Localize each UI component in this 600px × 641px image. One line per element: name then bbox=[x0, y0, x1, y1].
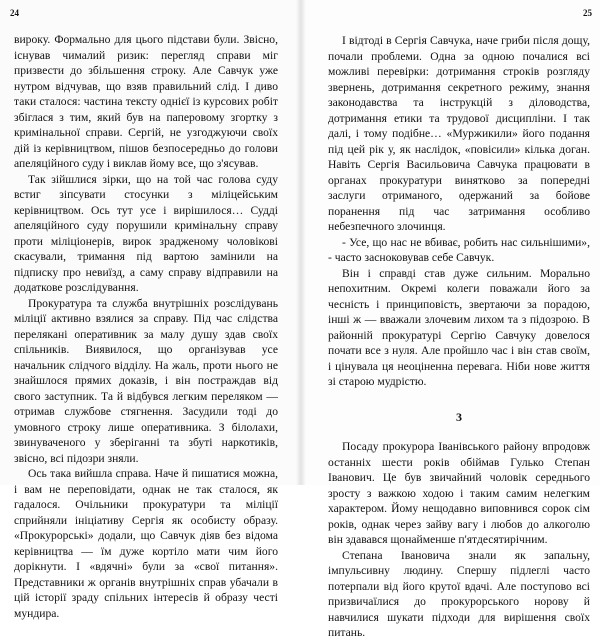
left-page bbox=[0, 0, 300, 620]
paragraph: Ось така вийшла справа. Наче й пишатися можна, і вам не переповідати, однак не так сталося, як гадалося. Очільники прокуратури та міліції сприйняли ініціативу Сергія як особисту образу. «Прокурорські» додали, що Савчук діяв без відома керівництва — їм дуже кортіло мати чим його дорікнути. І «вдячні» були за «свої питання». Представники ж органів внутрішніх справ убачали в цій історії зраду спільних інтересів й образу честі мундира. bbox=[14, 467, 278, 620]
paragraph: Степана Івановича знали як запальну, імпульсивну людину. Спершу підлеглі часто потерпали від його крутої вдачі. Але поступово всі призвичаїлися до прокурорського норову й навчилися шукати підходи для вирішення своїх питань. bbox=[328, 548, 590, 639]
paragraph: Він і справді став дуже сильним. Морально непохитним. Окремі колеги поважали його за чесність і принциповість, звертаючи за порадою, інші ж — вважали злочевим лихом та з підозрою. В районній прокуратурі Сергію Савчуку довелося почати все з нуля. Але пройшло час і він став своїм, і цінувала ця неоціненна перевага. Ніби нове життя зі старою мудрістю. bbox=[328, 266, 590, 388]
right-page bbox=[300, 0, 600, 639]
right-page-text bbox=[328, 33, 590, 641]
paragraph: Посаду прокурора Іванівського району впродовж останніх шести років обіймав Гулько Степан Іванович. Це був звичайний чоловік середнього зросту з важкою ходою і таким самим нелегким характером. Йому нещодавно виповнився сорок сім років, однак через зайву вагу і любов до алкоголю він здавався щонайменше п'ятдесятирічним. bbox=[328, 440, 590, 546]
right-page-number: 25 bbox=[583, 8, 592, 18]
paragraph: - Усе, що нас не вбиває, робить нас сильнішими», - часто засноковував себе Савчук. bbox=[328, 235, 590, 264]
paragraph: вироку. Формально для цього підстави були. Звісно, існував чималий ризик: перегляд справи міг призвести до збільшення строку. Але Савчук уже нутром відчував, що взяв правильний слід. І диво таки сталося: частина тексту однієї із курсових робіт збіглася з тим, який був на паперовому згортку з кримінальної справи. Сергій, не узгоджуючи своїх дій із керівництвом, пішов безпосередньо до голови апеляційного суду і виклав йому все, що з'ясував. bbox=[14, 33, 278, 170]
paragraph: І відтоді в Сергія Савчука, наче гриби після дощу, почали проблеми. Одна за одною почалися всі можливі перевірки: дотримання строків розгляду звернень, дотримання секретного режиму, знання законодавства та інструкцій з діловодства, дотримання етики та трудової дисципліни. І так далі, і тому подібне… «Муржикили» його подання під цей рік у, як наслідок, «повісили» кілька доган. Навіть Сергія Васильовича Савчука працювати в органах прокуратури винятково за попередні заслуги отриманого, одержаний за бойове поранення під час затримання особливо небезпечного злочинця. bbox=[328, 34, 590, 233]
chapter-number: 3 bbox=[456, 409, 462, 424]
left-page-number: 24 bbox=[10, 8, 19, 18]
paragraph: Прокуратура та служба внутрішніх розслідувань міліції активно взялися за справу. Під час слідства перелякані оперативник за малу душу здав своїх спільників. Виявилося, що організував усе начальник слідчого відділу. На жаль, проти нього не знайшлося прямих доказів, і він постраждав від свого заступник. Та й відбувся легким переляком — отримав службове стягнення. Засудили тоді до умовного строку лише оперативника. З білолахи, звинуваченого у зберіганні та збуті наркотиків, звісно, всі підозри зняли. bbox=[14, 296, 278, 465]
left-page-text bbox=[14, 32, 278, 621]
paragraph: Так зійшлися зірки, що на той час голова суду встиг зіпсувати стосунки з міліцейським керівництвом. Ось тут усе і вирішилося… Судді апеляційного суду порушили кримінальну справу проти міліціонерів, вирок зрадженому чоловікові скасували, тримання під вартою замінили на підписку про невиїзд, а саму справу відправили на додаткове розслідування. bbox=[14, 172, 278, 294]
